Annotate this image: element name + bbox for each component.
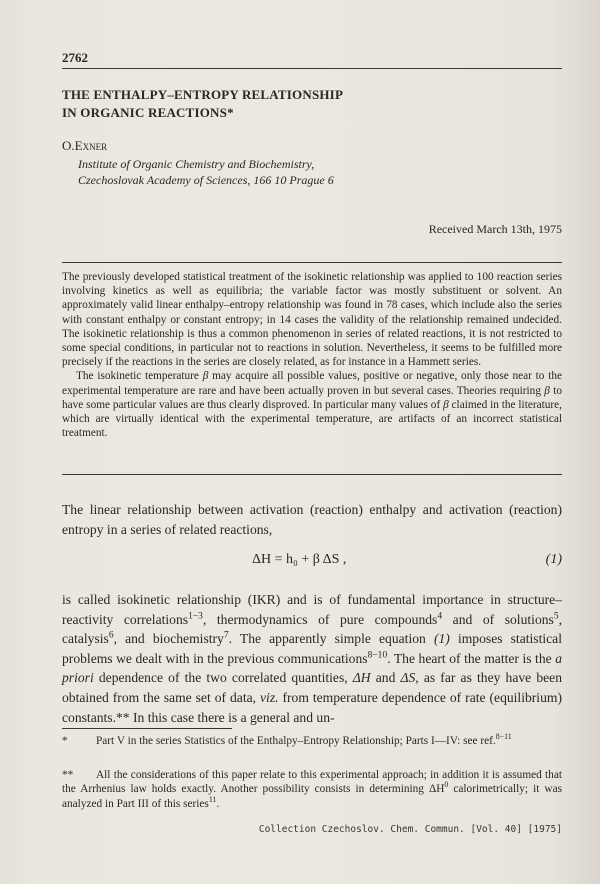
abstract-bottom-rule (62, 474, 562, 475)
affiliation (78, 156, 334, 188)
intro-paragraph: The linear relationship between activation (reaction) enthalpy and activation (reaction) entropy in a series of related reactions, (62, 502, 562, 537)
abstract-paragraph-1: The previously developed statistical treatment of the isokinetic relationship was applied to 100 reaction series involving kinetics as well as equilibria; the variable factor was mostly substituent or solvent. An approximately valid linear enthalpy–entropy relationship was found in 78 cases, which include also the series with constant enthalpy or constant entropy; in 14 cases the validity of the relationship remained undecided. The isokinetic relationship is thus a common phenomenon in series of related reactions, it is not restricted to some special conditions, in particular not to reactions in solution. Nevertheless, it seems to be fulfilled more precisely if the reactions in the series are closely related, as for instance in a Hammett series. (62, 271, 562, 369)
abstract (62, 270, 562, 440)
body-intro (62, 500, 562, 539)
footnote-1: * Part V in the series Statistics of the Enthalpy–Entropy Relationship; Parts I—IV: see ref.$^{8-11}$ (62, 732, 512, 747)
article-title (62, 86, 343, 122)
title-line-2: IN ORGANIC REACTIONS* (62, 105, 234, 120)
header-rule (62, 68, 562, 69)
equation-number: (1) (545, 552, 562, 567)
journal-citation: Collection Czechoslov. Chem. Commun. [Vol. 40] [1975] (258, 824, 562, 835)
affiliation-line-1: Institute of Organic Chemistry and Biochemistry, (78, 157, 315, 171)
body-main-paragraph: is called isokinetic relationship (IKR) and is of fundamental importance in structure–reactivity correlations$^{1-3}$, thermodynamics of pure compounds$^4$ and of solutions$^5$, catalysis$^6$, and biochemistry$^7$. The apparently simple equation (1) imposes statistical problems we dealt with in the previous communications$^{8-10}$. The heart of the matter is the a priori dependence of the two correlated quantities, ΔH and ΔS, as far as they have been obtained from the same set of data, viz. from temperature dependence of rate (equilibrium) constants.** In this case there is a general and un- (62, 592, 563, 725)
affiliation-line-2: Czechoslovak Academy of Sciences, 166 10 Prague 6 (78, 173, 334, 187)
title-line-1: THE ENTHALPY–ENTROPY RELATIONSHIP (62, 87, 344, 102)
equation-expression: ΔH = h₀ + β ΔS , (252, 552, 347, 567)
author-name: O.Exner (62, 138, 108, 153)
received-date: Received March 13th, 1975 (428, 222, 562, 236)
abstract-paragraph-2: The isokinetic temperature β may acquire all possible values, positive or negative, only those near to the experimental temperature are rare and have been actually proven in but several cases. Theories requiring β to have some particular values are thus clearly disproved. In particular many values of β claimed in the literature, which are virtually identical with the experimental temperature, are artifacts of an incorrect statistical treatment. (62, 370, 563, 440)
abstract-top-rule (62, 262, 562, 263)
equation-1 (62, 552, 562, 576)
footnote-rule (62, 728, 232, 729)
footnote-2: ** All the considerations of this paper relate to this experimental approach; in addition it is assumed that the Arrhenius law holds exactly. Another possibility consists in determining $\Delta H^0$ calorimetrically; it was analyzed in Part III of this series$^{11}$. (62, 769, 562, 810)
page-number: 2762 (62, 50, 88, 65)
